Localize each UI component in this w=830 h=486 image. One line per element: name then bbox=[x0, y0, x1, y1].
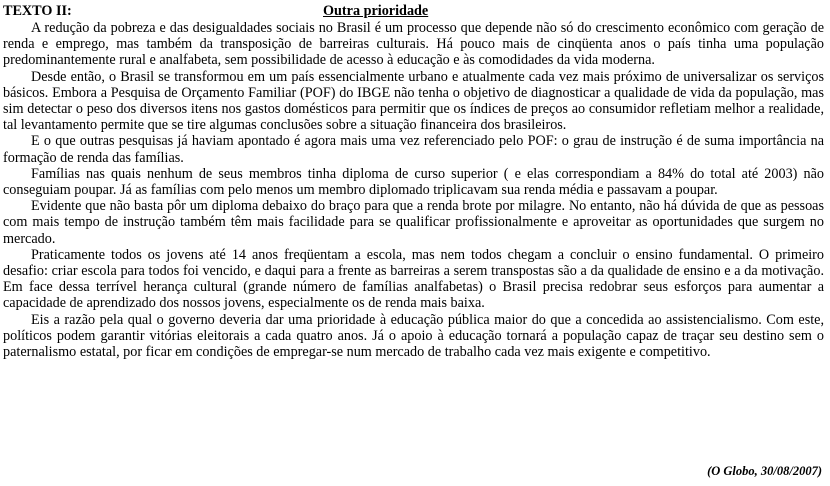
paragraph-1: A redução da pobreza e das desigualdades sociais no Brasil é um processo que depende não só do crescimento econômico com geração de renda e emprego, mas também da transposição de barreiras culturais. Há pouco mais de cinqüenta anos o país tinha uma população predominantemente rural e analfabeta, sem possibilidade de acesso à educação e às comodidades da vida moderna. bbox=[3, 20, 824, 69]
paragraph-6: Praticamente todos os jovens até 14 anos freqüentam a escola, mas nem todos chegam a concluir o ensino fundamental. O primeiro desafio: criar escola para todos foi vencido, e daqui para a frente as barreiras a serem transpostas são a da qualidade de ensino e a da motivação. Em face dessa terrível herança cultural (grande número de famílias analfabetas) o Brasil precisa redobrar seus esforços para aumentar a capacidade de aprendizado dos nossos jovens, especialmente os de renda mais baixa. bbox=[3, 246, 824, 312]
document-title: Outra prioridade bbox=[323, 3, 429, 19]
paragraph-5: Evidente que não basta pôr um diploma debaixo do braço para que a renda brote por milagre. No entanto, não há dúvida de que as pessoas com mais tempo de instrução também têm mais facilidade para se qualificar profissionalmente e aproveitar as oportunidades que surgem no mercado. bbox=[3, 198, 824, 247]
paragraph-4: Famílias nas quais nenhum de seus membros tinha diploma de curso superior ( e elas correspondiam a 84% do total até 2003) não conseguiam poupar. Já as famílias com pelo menos um membro diplomado triplicavam sua renda média e passavam a poupar. bbox=[3, 165, 824, 199]
text-label: TEXTO II: bbox=[3, 3, 72, 19]
paragraph-7: Eis a razão pela qual o governo deveria dar uma prioridade à educação pública maior do que a concedida ao assistencialismo. Com este, políticos podem garantir vitórias eleitorais a cada quatro anos. Já o apoio à educação tornará a população capaz de traçar seu destino sem o paternalismo estatal, por ficar em condições de empregar-se num mercado de trabalho cada vez mais exigente e competitivo. bbox=[3, 311, 824, 361]
paragraph-2: Desde então, o Brasil se transformou em um país essencialmente urbano e atualmente cada vez mais próximo de universalizar os serviços básicos. Embora a Pesquisa de Orçamento Familiar (POF) do IBGE não tenha o objetivo de diagnosticar a qualidade de vida da população, mas sim detectar o peso dos diversos itens nos gastos domésticos para permitir que os índices de preços ao consumidor refletiam melhor a realidade, tal levantamento permite que se tire algumas conclusões sobre a situação financeira dos brasileiros. bbox=[3, 68, 824, 134]
paragraph-3: E o que outras pesquisas já haviam apontado é agora mais uma vez referenciado pelo POF: o grau de instrução é de suma importância na formação de renda das famílias. bbox=[3, 133, 824, 166]
document-header bbox=[3, 3, 824, 20]
source-citation: (O Globo, 30/08/2007) bbox=[707, 463, 822, 478]
